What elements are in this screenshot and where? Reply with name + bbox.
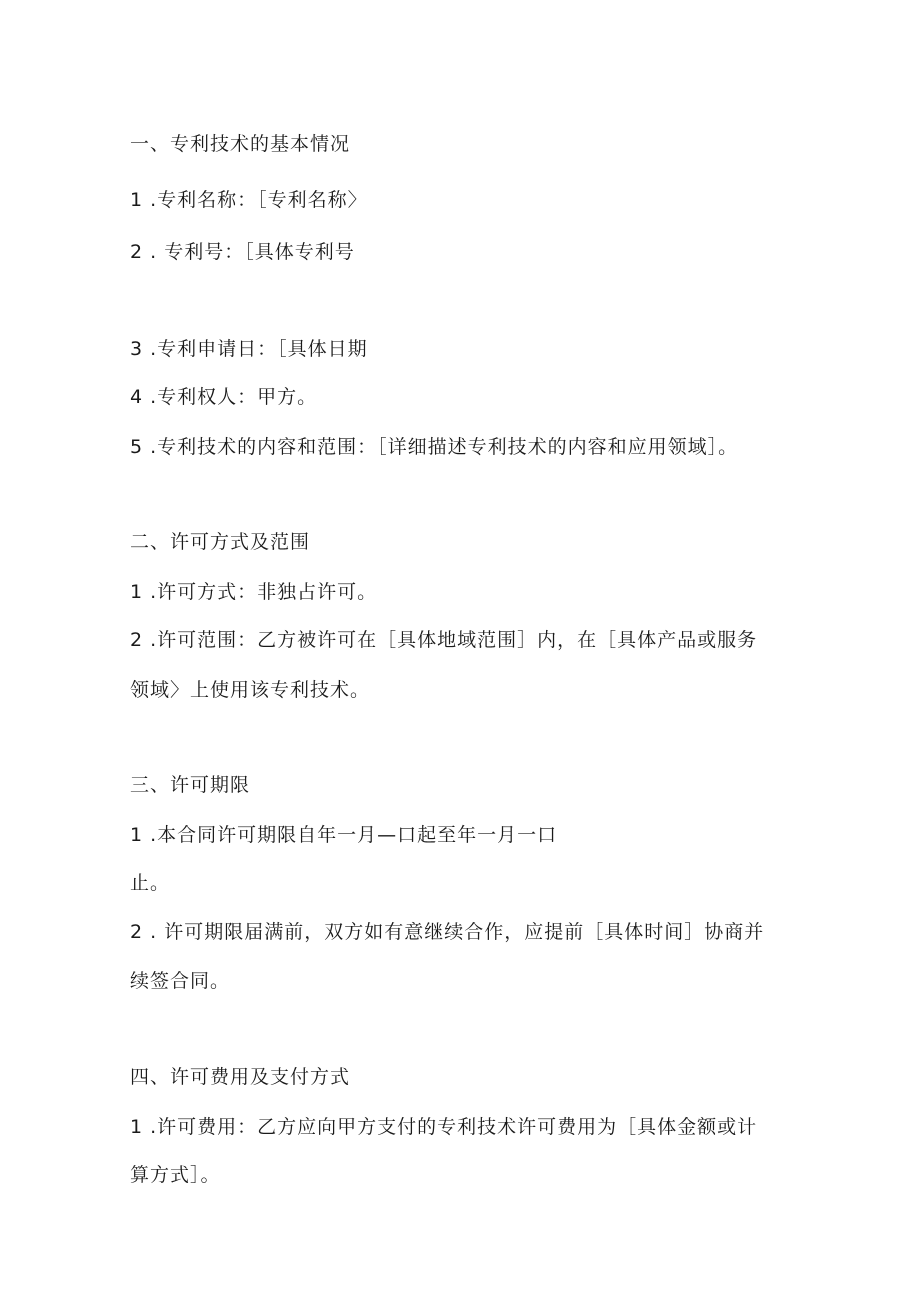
section-2-item-2-cont: 领域〉上使用该专利技术。 (130, 679, 371, 701)
section-1-item-5: 5 .专利技术的内容和范围：［详细描述专利技术的内容和应用领域］。 (130, 436, 739, 458)
section-2-heading: 二、许可方式及范围 (130, 531, 311, 553)
section-1-item-3: 3 .专利申请日：［具体日期 (130, 338, 368, 360)
section-1-item-4: 4 .专利权人：甲方。 (130, 386, 318, 408)
section-3-heading: 三、许可期限 (130, 774, 251, 796)
section-1-heading: 一、专利技术的基本情况 (130, 133, 351, 155)
section-4-heading: 四、许可费用及支付方式 (130, 1066, 351, 1088)
section-3-item-1: 1 .本合同许可期限自年一月—口起至年一月一口 (130, 824, 558, 846)
section-3-item-2-cont: 续签合同。 (130, 970, 231, 992)
section-2-item-1: 1 .许可方式：非独占许可。 (130, 581, 378, 603)
section-4-item-1: 1 .许可费用：乙方应向甲方支付的专利技术许可费用为［具体金额或计 (130, 1116, 758, 1138)
section-2-item-2: 2 .许可范围：乙方被许可在［具体地域范围］内，在［具体产品或服务 (130, 629, 758, 651)
section-3-item-2: 2 . 许可期限届满前，双方如有意继续合作，应提前［具体时间］协商并 (130, 921, 765, 943)
section-1-item-1: 1 .专利名称：［专利名称〉 (130, 189, 368, 211)
section-1-item-2: 2 . 专利号：［具体专利号 (130, 241, 355, 263)
section-4-item-1-cont: 算方式］。 (130, 1164, 221, 1186)
section-3-item-1-cont: 止。 (130, 872, 171, 894)
